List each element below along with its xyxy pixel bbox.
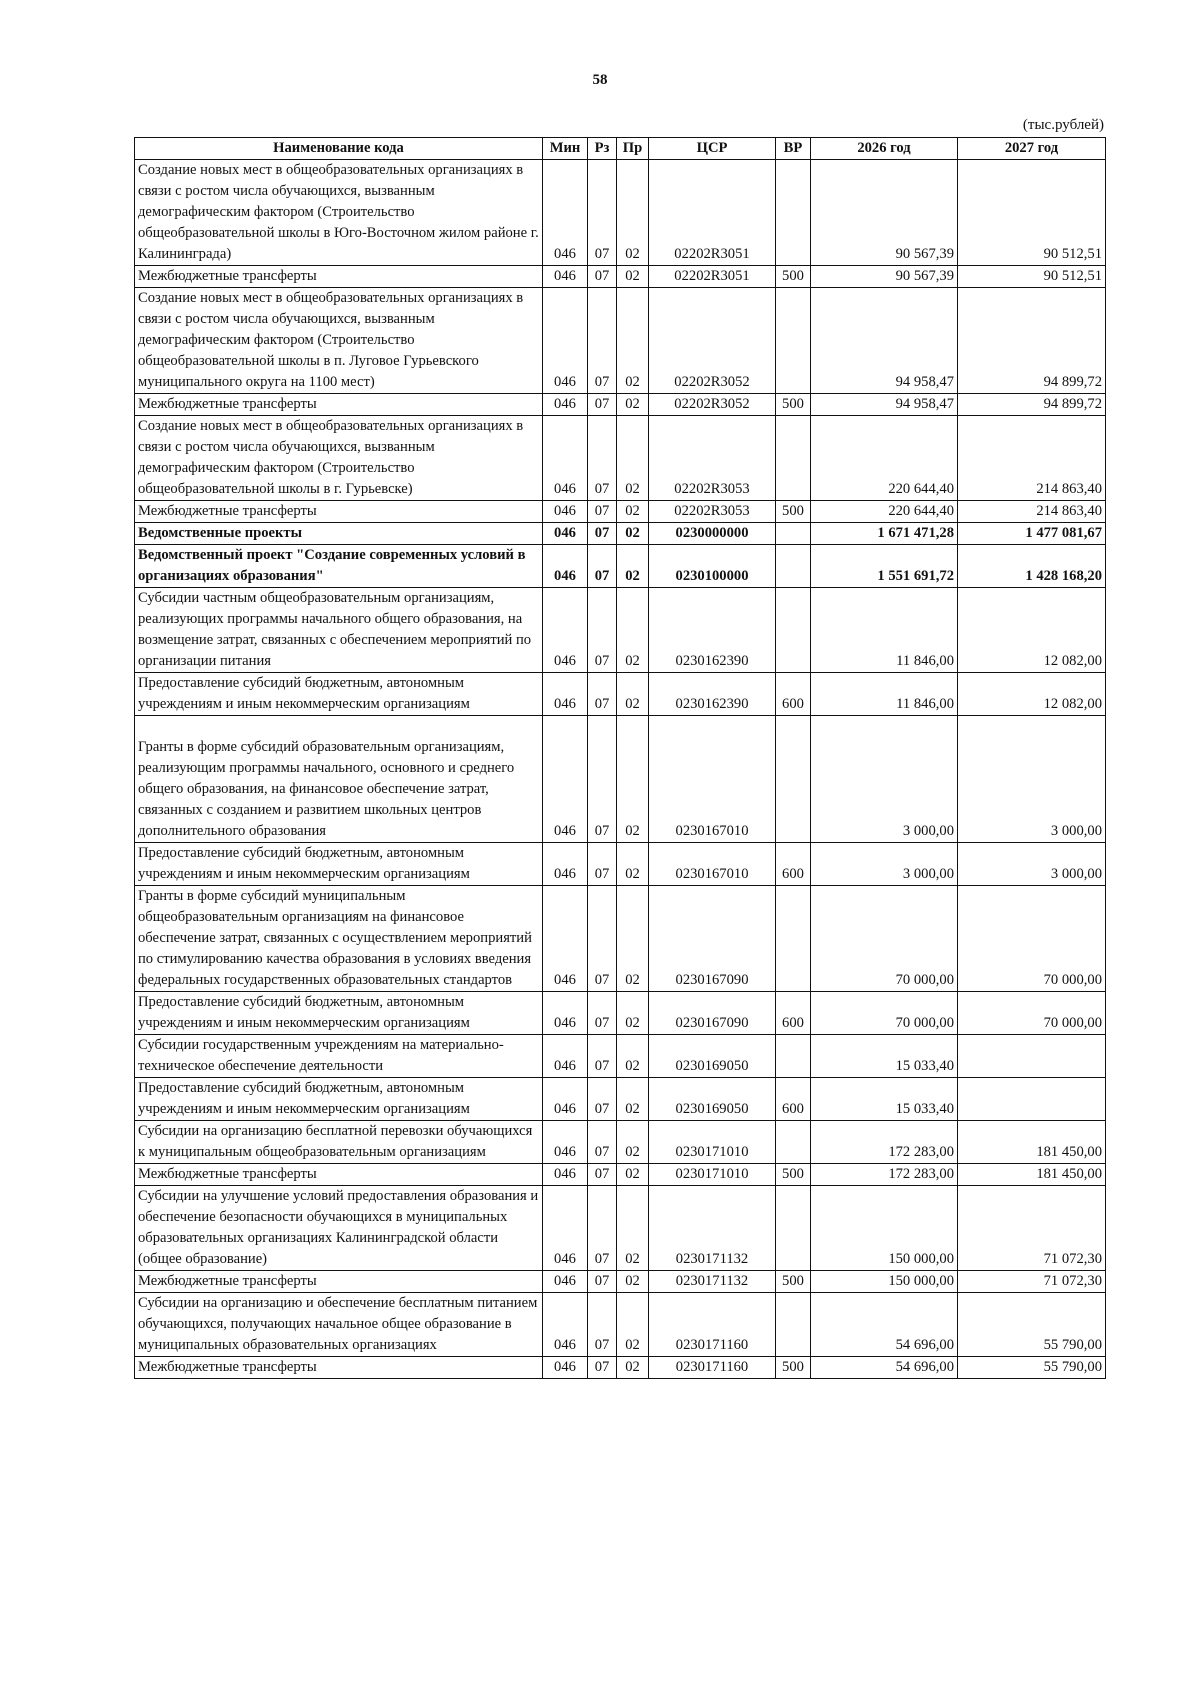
cell-name: Создание новых мест в общеобразовательных организациях в связи с ростом числа обучающихся, вызванным демографическим фактором (Строительство общеобразовательной школы в г. Гурьевске) <box>135 416 543 501</box>
cell-vr: 600 <box>776 992 811 1035</box>
table-row <box>135 160 1106 266</box>
cell-name: Предоставление субсидий бюджетным, автономным учреждениям и иным некоммерческим организациям <box>135 673 543 716</box>
cell-y2027: 1 428 168,20 <box>958 545 1106 588</box>
cell-pr: 02 <box>617 588 649 673</box>
cell-pr: 02 <box>617 1121 649 1164</box>
cell-min: 046 <box>543 588 588 673</box>
cell-y2027: 71 072,30 <box>958 1271 1106 1293</box>
cell-vr: 500 <box>776 501 811 523</box>
cell-name: Предоставление субсидий бюджетным, автономным учреждениям и иным некоммерческим организациям <box>135 1078 543 1121</box>
cell-rz: 07 <box>588 1271 617 1293</box>
cell-min: 046 <box>543 160 588 266</box>
table-header-row <box>135 138 1106 160</box>
cell-min: 046 <box>543 1186 588 1271</box>
table-row <box>135 886 1106 992</box>
cell-y2027: 94 899,72 <box>958 288 1106 394</box>
cell-rz: 07 <box>588 843 617 886</box>
cell-rz: 07 <box>588 416 617 501</box>
cell-vr: 500 <box>776 394 811 416</box>
cell-name: Межбюджетные трансферты <box>135 1164 543 1186</box>
cell-y2027: 70 000,00 <box>958 992 1106 1035</box>
cell-pr: 02 <box>617 1078 649 1121</box>
cell-csr: 02202R3052 <box>649 288 776 394</box>
cell-min: 046 <box>543 523 588 545</box>
table-row <box>135 716 1106 843</box>
cell-rz: 07 <box>588 1035 617 1078</box>
cell-name: Межбюджетные трансферты <box>135 1271 543 1293</box>
table-row <box>135 266 1106 288</box>
table-row <box>135 545 1106 588</box>
cell-vr <box>776 588 811 673</box>
cell-y2027: 55 790,00 <box>958 1357 1106 1379</box>
cell-rz: 07 <box>588 886 617 992</box>
cell-min: 046 <box>543 1164 588 1186</box>
cell-name: Субсидии на улучшение условий предоставления образования и обеспечение безопасности обучающихся в муниципальных образовательных организациях Калининградской области (общее образование) <box>135 1186 543 1271</box>
cell-name: Межбюджетные трансферты <box>135 501 543 523</box>
cell-vr: 500 <box>776 266 811 288</box>
cell-vr <box>776 1035 811 1078</box>
cell-vr: 500 <box>776 1164 811 1186</box>
header-vr: ВР <box>776 138 811 160</box>
cell-vr <box>776 160 811 266</box>
table-body <box>135 160 1106 1379</box>
cell-rz: 07 <box>588 716 617 843</box>
table-row <box>135 1035 1106 1078</box>
cell-csr: 0230169050 <box>649 1078 776 1121</box>
cell-rz: 07 <box>588 288 617 394</box>
cell-name: Субсидии частным общеобразовательным организациям, реализующих программы начального общего образования, на возмещение затрат, связанных с обеспечением мероприятий по организации питания <box>135 588 543 673</box>
header-rz: Рз <box>588 138 617 160</box>
cell-rz: 07 <box>588 1078 617 1121</box>
cell-pr: 02 <box>617 992 649 1035</box>
table-row <box>135 1293 1106 1357</box>
header-2027: 2027 год <box>958 138 1106 160</box>
cell-y2026: 220 644,40 <box>811 501 958 523</box>
cell-csr: 0230171132 <box>649 1271 776 1293</box>
cell-min: 046 <box>543 992 588 1035</box>
cell-min: 046 <box>543 716 588 843</box>
cell-csr: 02202R3051 <box>649 160 776 266</box>
cell-y2027: 71 072,30 <box>958 1186 1106 1271</box>
cell-y2027: 3 000,00 <box>958 843 1106 886</box>
cell-vr <box>776 716 811 843</box>
cell-min: 046 <box>543 266 588 288</box>
cell-min: 046 <box>543 1271 588 1293</box>
table-row <box>135 1121 1106 1164</box>
cell-pr: 02 <box>617 523 649 545</box>
cell-csr: 0230169050 <box>649 1035 776 1078</box>
cell-name: Ведомственный проект "Создание современных условий в организациях образования" <box>135 545 543 588</box>
cell-csr: 0230167010 <box>649 716 776 843</box>
cell-y2026: 90 567,39 <box>811 266 958 288</box>
cell-name: Предоставление субсидий бюджетным, автономным учреждениям и иным некоммерческим организациям <box>135 843 543 886</box>
cell-pr: 02 <box>617 886 649 992</box>
cell-y2026: 54 696,00 <box>811 1357 958 1379</box>
header-csr: ЦСР <box>649 138 776 160</box>
cell-pr: 02 <box>617 416 649 501</box>
cell-min: 046 <box>543 416 588 501</box>
cell-name: Межбюджетные трансферты <box>135 394 543 416</box>
cell-rz: 07 <box>588 1164 617 1186</box>
cell-y2026: 15 033,40 <box>811 1078 958 1121</box>
cell-vr: 600 <box>776 673 811 716</box>
cell-name: Субсидии государственным учреждениям на материально-техническое обеспечение деятельности <box>135 1035 543 1078</box>
cell-y2027: 181 450,00 <box>958 1121 1106 1164</box>
cell-min: 046 <box>543 545 588 588</box>
cell-min: 046 <box>543 501 588 523</box>
cell-name: Создание новых мест в общеобразовательных организациях в связи с ростом числа обучающихся, вызванным демографическим фактором (Строительство общеобразовательной школы в Юго-Восточном жилом районе г. Калининграда) <box>135 160 543 266</box>
cell-y2026: 54 696,00 <box>811 1293 958 1357</box>
cell-y2026: 3 000,00 <box>811 716 958 843</box>
cell-y2026: 94 958,47 <box>811 288 958 394</box>
cell-pr: 02 <box>617 394 649 416</box>
cell-vr <box>776 886 811 992</box>
cell-rz: 07 <box>588 1357 617 1379</box>
table-row <box>135 1164 1106 1186</box>
cell-min: 046 <box>543 1293 588 1357</box>
cell-vr <box>776 1293 811 1357</box>
table-row <box>135 523 1106 545</box>
table-row <box>135 673 1106 716</box>
table-row <box>135 288 1106 394</box>
cell-name: Гранты в форме субсидий муниципальным общеобразовательным организациям на финансовое обеспечение затрат, связанных с осуществлением мероприятий по стимулированию качества образования в условиях введения федеральных государственных образовательных стандартов <box>135 886 543 992</box>
cell-name: Субсидии на организацию бесплатной перевозки обучающихся к муниципальным общеобразовательным организациям <box>135 1121 543 1164</box>
header-pr: Пр <box>617 138 649 160</box>
cell-pr: 02 <box>617 1357 649 1379</box>
cell-y2027: 12 082,00 <box>958 588 1106 673</box>
cell-vr <box>776 288 811 394</box>
cell-rz: 07 <box>588 394 617 416</box>
cell-y2026: 11 846,00 <box>811 588 958 673</box>
cell-y2026: 1 671 471,28 <box>811 523 958 545</box>
cell-rz: 07 <box>588 992 617 1035</box>
cell-y2027: 12 082,00 <box>958 673 1106 716</box>
cell-name: Гранты в форме субсидий образовательным организациям, реализующим программы начального, основного и среднего общего образования, на финансовое обеспечение затрат, связанных с созданием и развитием школьных центров дополнительного образования <box>135 716 543 843</box>
cell-y2027: 1 477 081,67 <box>958 523 1106 545</box>
header-2026: 2026 год <box>811 138 958 160</box>
cell-csr: 0230162390 <box>649 588 776 673</box>
cell-pr: 02 <box>617 1164 649 1186</box>
cell-csr: 0230171132 <box>649 1186 776 1271</box>
table-row <box>135 1271 1106 1293</box>
cell-rz: 07 <box>588 588 617 673</box>
cell-vr <box>776 1186 811 1271</box>
cell-vr <box>776 416 811 501</box>
table-row <box>135 588 1106 673</box>
cell-csr: 0230162390 <box>649 673 776 716</box>
cell-rz: 07 <box>588 501 617 523</box>
cell-rz: 07 <box>588 160 617 266</box>
cell-vr: 600 <box>776 1078 811 1121</box>
cell-pr: 02 <box>617 673 649 716</box>
budget-table <box>134 137 1106 1379</box>
cell-pr: 02 <box>617 545 649 588</box>
cell-name: Создание новых мест в общеобразовательных организациях в связи с ростом числа обучающихся, вызванным демографическим фактором (Строительство общеобразовательной школы в п. Луговое Гурьевского муниципального округа на 1100 мест) <box>135 288 543 394</box>
cell-vr: 500 <box>776 1357 811 1379</box>
cell-y2026: 11 846,00 <box>811 673 958 716</box>
cell-rz: 07 <box>588 545 617 588</box>
cell-y2027: 214 863,40 <box>958 416 1106 501</box>
cell-csr: 0230167010 <box>649 843 776 886</box>
table-row <box>135 843 1106 886</box>
cell-pr: 02 <box>617 160 649 266</box>
cell-y2026: 15 033,40 <box>811 1035 958 1078</box>
cell-csr: 0230167090 <box>649 992 776 1035</box>
header-name: Наименование кода <box>135 138 543 160</box>
page-number: 58 <box>592 72 608 88</box>
cell-y2026: 150 000,00 <box>811 1271 958 1293</box>
cell-pr: 02 <box>617 1293 649 1357</box>
cell-min: 046 <box>543 1035 588 1078</box>
cell-csr: 0230171160 <box>649 1293 776 1357</box>
cell-y2026: 172 283,00 <box>811 1121 958 1164</box>
cell-pr: 02 <box>617 266 649 288</box>
cell-csr: 0230171160 <box>649 1357 776 1379</box>
cell-y2027: 70 000,00 <box>958 886 1106 992</box>
cell-min: 046 <box>543 1121 588 1164</box>
cell-pr: 02 <box>617 288 649 394</box>
cell-csr: 0230167090 <box>649 886 776 992</box>
cell-y2027: 3 000,00 <box>958 716 1106 843</box>
cell-vr: 500 <box>776 1271 811 1293</box>
cell-pr: 02 <box>617 1186 649 1271</box>
cell-min: 046 <box>543 843 588 886</box>
table-row <box>135 992 1106 1035</box>
cell-name: Субсидии на организацию и обеспечение бесплатным питанием обучающихся, получающих начальное общее образование в муниципальных образовательных организациях <box>135 1293 543 1357</box>
cell-rz: 07 <box>588 1293 617 1357</box>
cell-y2026: 1 551 691,72 <box>811 545 958 588</box>
cell-csr: 0230000000 <box>649 523 776 545</box>
cell-y2026: 70 000,00 <box>811 886 958 992</box>
cell-vr <box>776 523 811 545</box>
units-label: (тыс.рублей) <box>1022 117 1104 133</box>
cell-y2026: 70 000,00 <box>811 992 958 1035</box>
cell-pr: 02 <box>617 1271 649 1293</box>
cell-vr: 600 <box>776 843 811 886</box>
cell-min: 046 <box>543 288 588 394</box>
cell-y2027: 90 512,51 <box>958 266 1106 288</box>
cell-y2026: 150 000,00 <box>811 1186 958 1271</box>
table-row <box>135 1078 1106 1121</box>
cell-y2027: 181 450,00 <box>958 1164 1106 1186</box>
cell-y2027: 94 899,72 <box>958 394 1106 416</box>
cell-y2026: 220 644,40 <box>811 416 958 501</box>
cell-csr: 02202R3051 <box>649 266 776 288</box>
cell-min: 046 <box>543 1357 588 1379</box>
cell-rz: 07 <box>588 1186 617 1271</box>
header-min: Мин <box>543 138 588 160</box>
cell-csr: 02202R3053 <box>649 416 776 501</box>
cell-pr: 02 <box>617 1035 649 1078</box>
cell-y2027: 55 790,00 <box>958 1293 1106 1357</box>
cell-name: Межбюджетные трансферты <box>135 1357 543 1379</box>
cell-min: 046 <box>543 1078 588 1121</box>
cell-y2027 <box>958 1035 1106 1078</box>
cell-min: 046 <box>543 886 588 992</box>
cell-y2026: 94 958,47 <box>811 394 958 416</box>
cell-rz: 07 <box>588 266 617 288</box>
cell-csr: 0230171010 <box>649 1121 776 1164</box>
cell-y2026: 90 567,39 <box>811 160 958 266</box>
cell-y2026: 172 283,00 <box>811 1164 958 1186</box>
cell-min: 046 <box>543 394 588 416</box>
cell-csr: 02202R3053 <box>649 501 776 523</box>
cell-name: Ведомственные проекты <box>135 523 543 545</box>
cell-pr: 02 <box>617 501 649 523</box>
cell-csr: 02202R3052 <box>649 394 776 416</box>
cell-csr: 0230100000 <box>649 545 776 588</box>
cell-y2027: 90 512,51 <box>958 160 1106 266</box>
table-row <box>135 1357 1106 1379</box>
cell-min: 046 <box>543 673 588 716</box>
table-row <box>135 1186 1106 1271</box>
cell-name: Межбюджетные трансферты <box>135 266 543 288</box>
cell-rz: 07 <box>588 1121 617 1164</box>
table-row <box>135 394 1106 416</box>
cell-csr: 0230171010 <box>649 1164 776 1186</box>
cell-y2026: 3 000,00 <box>811 843 958 886</box>
cell-pr: 02 <box>617 843 649 886</box>
table-row <box>135 416 1106 501</box>
cell-y2027: 214 863,40 <box>958 501 1106 523</box>
cell-vr <box>776 545 811 588</box>
cell-vr <box>776 1121 811 1164</box>
cell-y2027 <box>958 1078 1106 1121</box>
cell-rz: 07 <box>588 523 617 545</box>
cell-pr: 02 <box>617 716 649 843</box>
cell-rz: 07 <box>588 673 617 716</box>
table-row <box>135 501 1106 523</box>
cell-name: Предоставление субсидий бюджетным, автономным учреждениям и иным некоммерческим организациям <box>135 992 543 1035</box>
